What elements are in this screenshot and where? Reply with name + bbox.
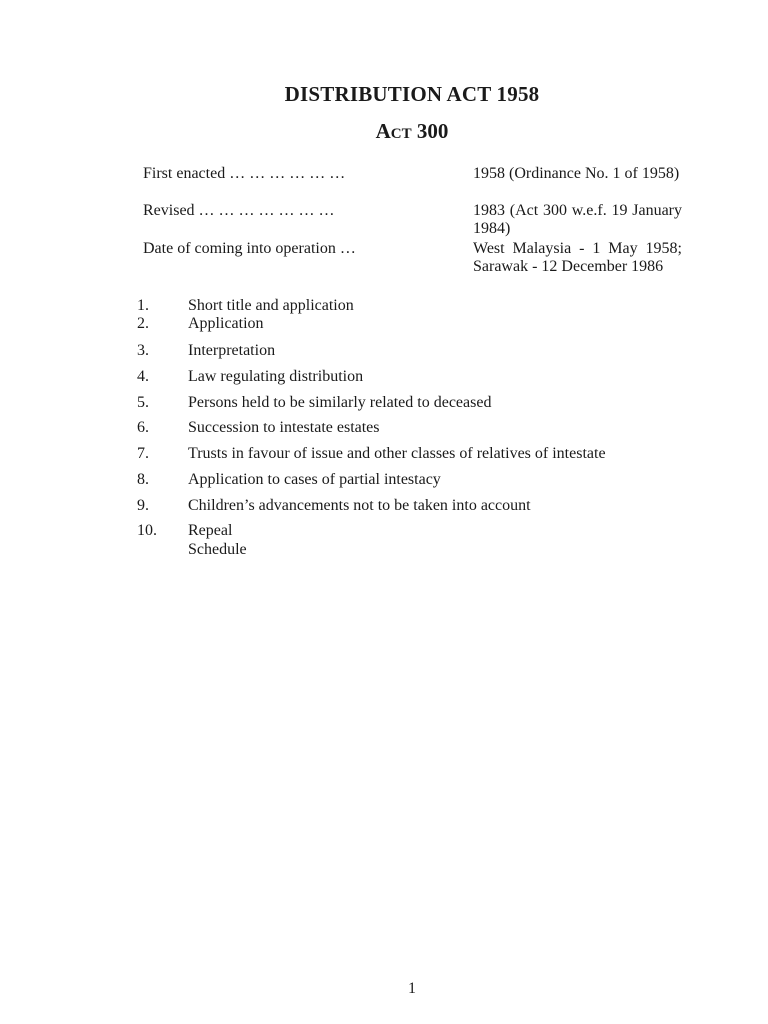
- section-title: Application: [188, 315, 264, 332]
- section-number: 10.: [137, 522, 157, 539]
- meta-label: Revised … … … … … … …: [143, 202, 335, 219]
- section-number: 2.: [137, 315, 149, 332]
- section-number: 5.: [137, 394, 149, 411]
- meta-label: Date of coming into operation …: [143, 240, 356, 257]
- section-title: Children’s advancements not to be taken into account: [188, 497, 531, 514]
- act-number-heading: [0, 119, 768, 144]
- section-title: Law regulating distribution: [188, 368, 364, 385]
- section-title: Persons held to be similarly related to deceased: [188, 394, 492, 411]
- section-number: 6.: [137, 419, 149, 436]
- act-first-letter: A: [375, 119, 391, 143]
- section-number: 1.: [137, 297, 149, 314]
- section-title: Repeal: [188, 522, 233, 539]
- list-item: [137, 496, 697, 516]
- meta-value: 1958 (Ordinance No. 1 of 1958): [473, 165, 680, 182]
- section-title: Short title and application: [188, 297, 354, 314]
- act-number: 300: [416, 119, 449, 143]
- schedule-label: Schedule: [188, 541, 247, 558]
- section-number: 8.: [137, 471, 149, 488]
- schedule-item: [137, 540, 697, 560]
- section-title: Interpretation: [188, 342, 276, 359]
- page-number: 1: [408, 980, 416, 997]
- meta-value: West Malaysia - 1 May 1958; Sarawak - 12 December 1986: [473, 240, 682, 275]
- section-number: 9.: [137, 497, 149, 514]
- list-item: [137, 418, 697, 438]
- list-item: [137, 470, 697, 490]
- meta-value: 1983 (Act 300 w.e.f. 19 January 1984): [473, 202, 682, 237]
- section-number: 4.: [137, 368, 149, 385]
- section-number: 7.: [137, 445, 149, 462]
- list-item: [137, 296, 697, 316]
- document-title: DISTRIBUTION ACT 1958: [284, 82, 540, 106]
- list-item: [137, 521, 697, 541]
- list-item: [137, 367, 697, 387]
- act-small-caps: CT: [390, 126, 412, 142]
- list-item: [137, 444, 697, 464]
- section-title: Trusts in favour of issue and other classes of relatives of intestate: [188, 445, 606, 462]
- section-title: Application to cases of partial intestacy: [188, 471, 441, 488]
- section-title: Succession to intestate estates: [188, 419, 380, 436]
- meta-label: First enacted … … … … … …: [143, 165, 346, 182]
- list-item: [137, 314, 697, 334]
- list-item: [137, 393, 697, 413]
- list-item: [137, 341, 697, 361]
- section-number: 3.: [137, 342, 149, 359]
